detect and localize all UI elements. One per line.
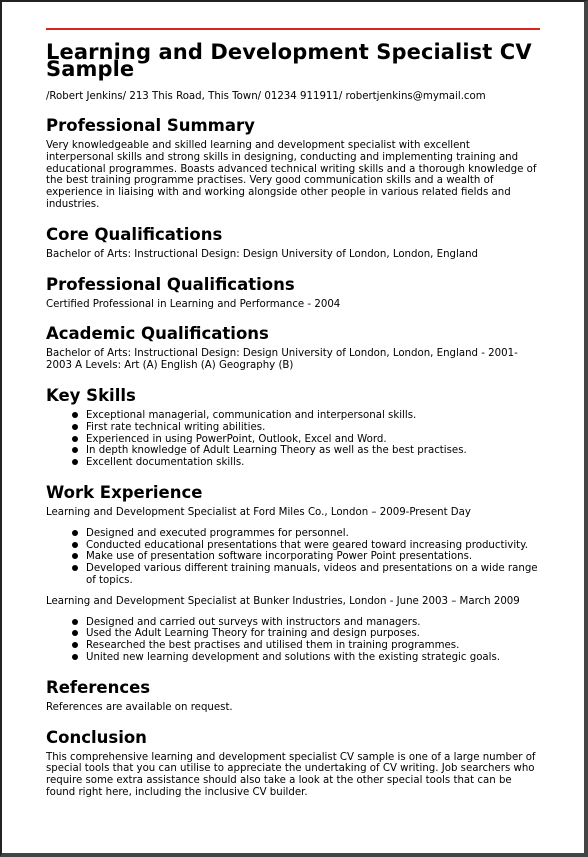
section-references xyxy=(46,678,540,714)
list-item: Researched the best practises and utilised them in training programmes. xyxy=(86,640,540,652)
section-heading: Work Experience xyxy=(46,482,203,502)
job-entry xyxy=(46,507,540,587)
section-heading: Professional Summary xyxy=(46,116,255,135)
list-item: Designed and carried out surveys with instructors and managers. xyxy=(86,617,540,629)
section-heading: Academic Qualifications xyxy=(46,324,269,344)
section-work-experience xyxy=(46,483,540,664)
job-duties-list xyxy=(46,617,540,664)
academic-qualifications-text: Bachelor of Arts: Instructional Design: Design University of London, London, England - 2001-2003 A Levels: Art (A) English (A) Geography (B) xyxy=(46,348,518,372)
list-item: In depth knowledge of Adult Learning Theory as well as the best practises. xyxy=(86,445,540,457)
list-item: Experienced in using PowerPoint, Outlook, Excel and Word. xyxy=(86,434,540,446)
professional-qualifications-text: Certified Professional in Learning and Performance - 2004 xyxy=(46,298,341,310)
section-professional-summary xyxy=(46,116,540,211)
conclusion-text: This comprehensive learning and development specialist CV sample is one of a large number of special tools that you can utilise to appreciate the undertaking of CV writing. Job searchers who require some extra assistance should also take a look at the other special tools that can be found right here, including the inclusive CV builder. xyxy=(46,751,536,798)
section-heading: Professional Qualifications xyxy=(46,274,295,294)
job-entry xyxy=(46,596,540,664)
section-heading: Key Skills xyxy=(46,385,136,405)
section-heading: Conclusion xyxy=(46,727,147,747)
list-item: United new learning development and solutions with the existing strategic goals. xyxy=(86,652,540,664)
summary-text: Very knowledgeable and skilled learning and development specialist with excellent interpersonal skills and strong skills in designing, conducting and implementing training and educational programmes. Boasts advanced technical writing skills and a thorough knowledge of the best training programme practises. Very good communication skills and a wealth of experience in liaising with and working alongside other people in various related fields and industries. xyxy=(46,140,537,210)
contact-line: /Robert Jenkins/ 213 This Road, This Town/ 01234 911911/ robertjenkins@mymail.com xyxy=(46,91,486,102)
section-heading: References xyxy=(46,677,151,697)
job-duties-list xyxy=(46,528,540,587)
key-skills-list xyxy=(46,410,540,469)
list-item: First rate technical writing abilities. xyxy=(86,422,540,434)
list-item: Used the Adult Learning Theory for training and design purposes. xyxy=(86,628,540,640)
section-core-qualifications xyxy=(46,225,540,261)
section-conclusion xyxy=(46,728,540,799)
core-qualifications-text: Bachelor of Arts: Instructional Design: Design University of London, London, England xyxy=(46,248,479,260)
list-item: Developed various different training manuals, videos and presentations on a wide range of topics. xyxy=(86,563,540,587)
job-title: Learning and Development Specialist at Bunker Industries, London - June 2003 – March 2009 xyxy=(46,595,520,607)
section-academic-qualifications xyxy=(46,324,540,372)
references-text: References are available on request. xyxy=(46,701,233,713)
list-item: Designed and executed programmes for personnel. xyxy=(86,528,540,540)
section-heading: Core Qualifications xyxy=(46,224,223,244)
cv-title: Learning and Development Specialist CV Sample xyxy=(46,40,532,81)
list-item: Exceptional managerial, communication and interpersonal skills. xyxy=(86,410,540,422)
list-item: Conducted educational presentations that were geared toward increasing productivity. xyxy=(86,540,540,552)
job-title: Learning and Development Specialist at Ford Miles Co., London – 2009-Present Day xyxy=(46,506,471,518)
section-professional-qualifications xyxy=(46,275,540,311)
section-key-skills xyxy=(46,386,540,469)
list-item: Excellent documentation skills. xyxy=(86,457,540,469)
list-item: Make use of presentation software incorporating Power Point presentations. xyxy=(86,551,540,563)
accent-rule xyxy=(46,28,540,30)
